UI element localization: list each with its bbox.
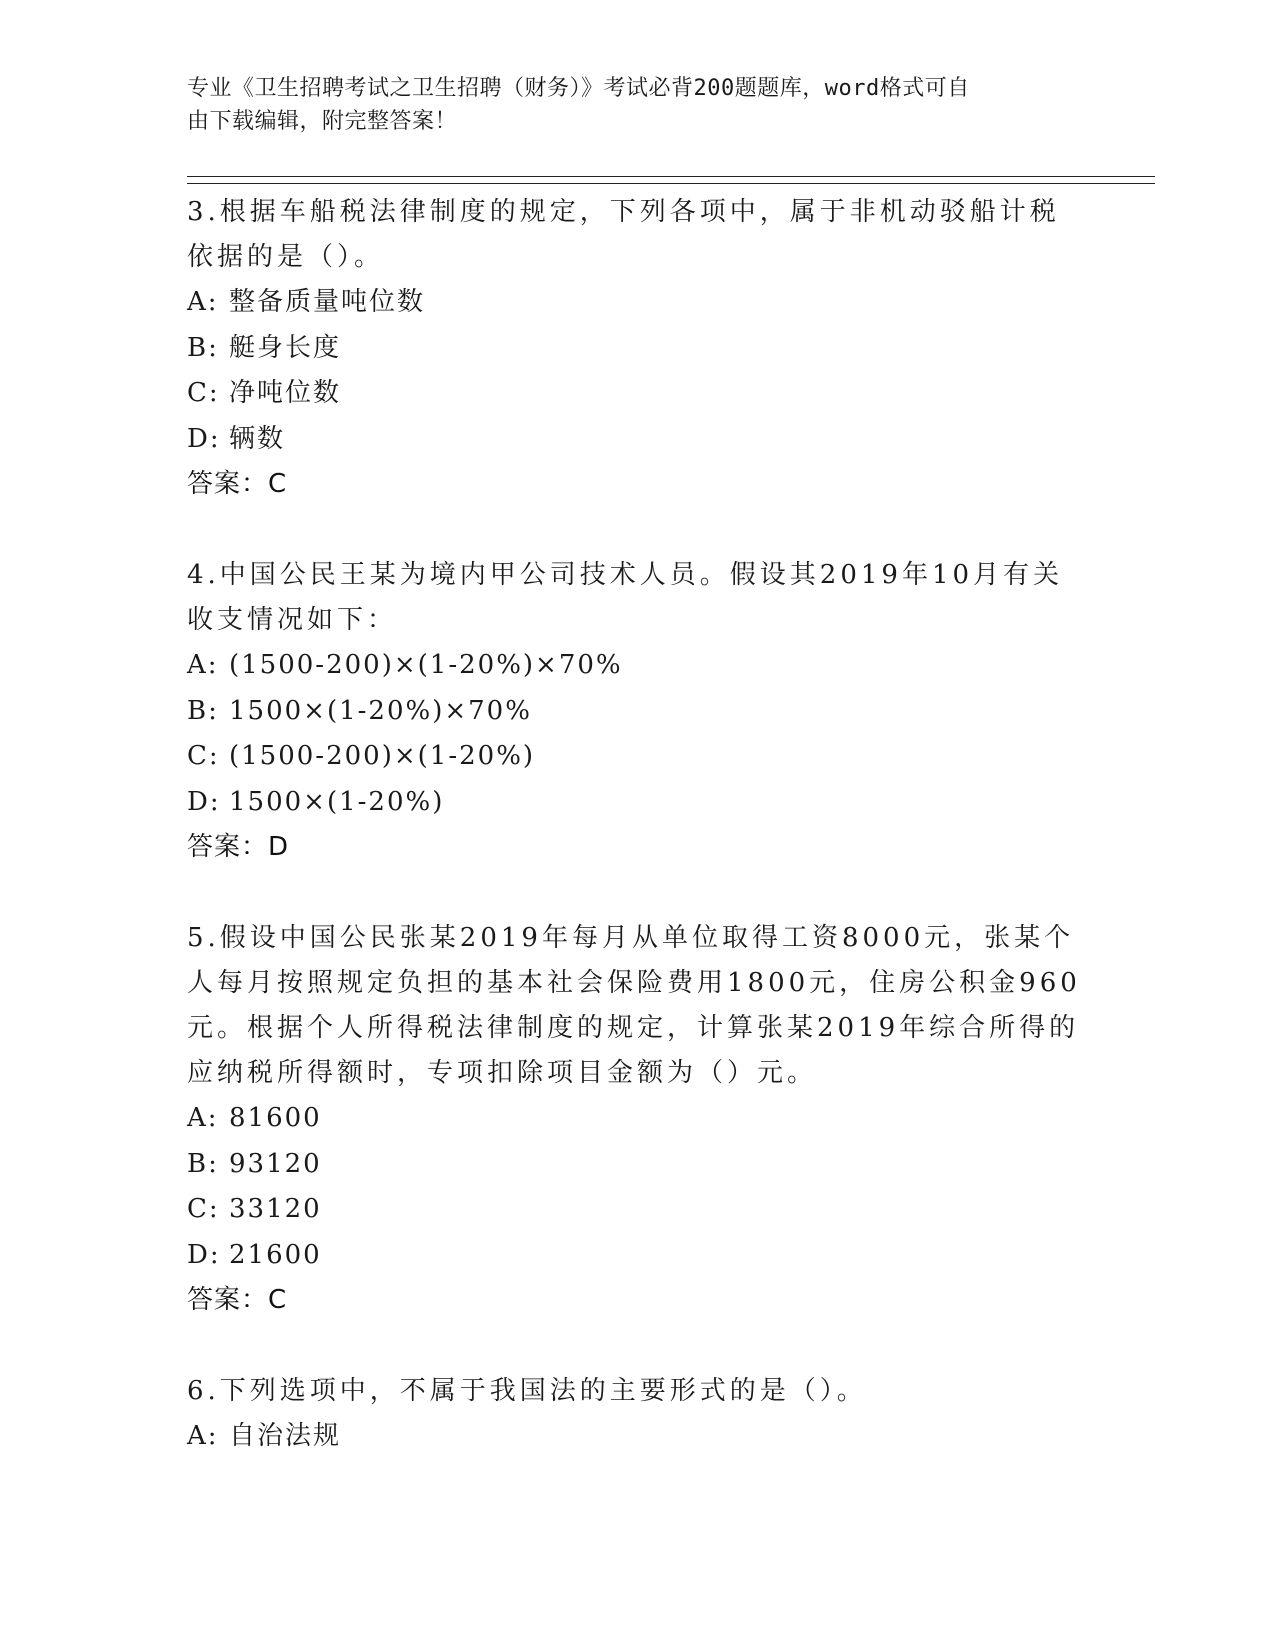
option-letter: C:	[187, 378, 220, 408]
question-item	[187, 190, 1087, 507]
option-b	[187, 689, 1087, 735]
header-divider-top	[187, 176, 1155, 177]
option-c	[187, 1187, 1087, 1233]
question-item	[187, 916, 1087, 1323]
option-d	[187, 780, 1087, 826]
option-b	[187, 1142, 1087, 1188]
option-letter: C:	[187, 741, 220, 771]
option-d	[187, 1233, 1087, 1279]
option-a	[187, 643, 1087, 689]
question-item	[187, 553, 1087, 870]
document-header	[187, 72, 1067, 138]
option-letter: A:	[187, 1421, 219, 1451]
option-text: 21600	[229, 1239, 322, 1270]
answer-line: 答案：C	[187, 469, 288, 499]
question-item	[187, 1369, 1087, 1460]
question-stem: 3.根据车船税法律制度的规定，下列各项中，属于非机动驳船计税依据的是（）。	[187, 197, 1060, 272]
option-a	[187, 1096, 1087, 1142]
option-letter: B:	[187, 695, 219, 726]
option-text: 33120	[229, 1194, 322, 1224]
question-stem: 5.假设中国公民张某2019年每月从单位取得工资8000元，张某个人每月按照规定负担的基本社会保险费用1800元，住房公积金960元。根据个人所得税法律制度的规定，计算张某2019年综合所得的应纳税所得额时，专项扣除项目金额为（）元。	[187, 923, 1081, 1088]
option-text: 81600	[229, 1103, 322, 1133]
option-letter: D:	[187, 1239, 221, 1270]
option-letter: D:	[187, 786, 221, 817]
option-text: 艇身长度	[229, 332, 342, 363]
option-text: 整备质量吨位数	[229, 287, 426, 317]
option-c	[187, 734, 1087, 780]
option-b	[187, 326, 1087, 372]
question-stem: 6.下列选项中，不属于我国法的主要形式的是（）。	[187, 1376, 867, 1406]
option-a	[187, 1414, 1087, 1460]
option-text: (1500-200)×(1-20%)×70%	[229, 650, 623, 680]
question-stem: 4.中国公民王某为境内甲公司技术人员。假设其2019年10月有关收支情况如下：	[187, 560, 1064, 635]
option-a	[187, 280, 1087, 326]
option-text: 93120	[229, 1148, 322, 1179]
option-c	[187, 371, 1087, 417]
answer-line: 答案：D	[187, 832, 290, 862]
option-letter: A:	[187, 1103, 219, 1133]
header-line-2: 由下载编辑，附完整答案！	[187, 109, 458, 134]
header-divider-bottom	[187, 183, 1155, 184]
answer-line: 答案：C	[187, 1285, 288, 1315]
header-line-1: 专业《卫生招聘考试之卫生招聘（财务）》考试必背200题题库，word格式可自	[187, 76, 970, 101]
option-letter: D:	[187, 423, 221, 454]
option-letter: B:	[187, 1148, 219, 1179]
option-letter: A:	[187, 287, 219, 317]
option-text: 净吨位数	[229, 378, 342, 408]
question-list	[187, 190, 1087, 1506]
option-text: 自治法规	[229, 1421, 342, 1451]
option-letter: A:	[187, 650, 219, 680]
option-text: (1500-200)×(1-20%)	[229, 741, 536, 771]
option-letter: C:	[187, 1194, 220, 1224]
option-text: 1500×(1-20%)	[229, 786, 445, 817]
option-text: 辆数	[229, 423, 286, 454]
option-d	[187, 417, 1087, 463]
option-text: 1500×(1-20%)×70%	[229, 695, 532, 726]
option-letter: B:	[187, 332, 219, 363]
